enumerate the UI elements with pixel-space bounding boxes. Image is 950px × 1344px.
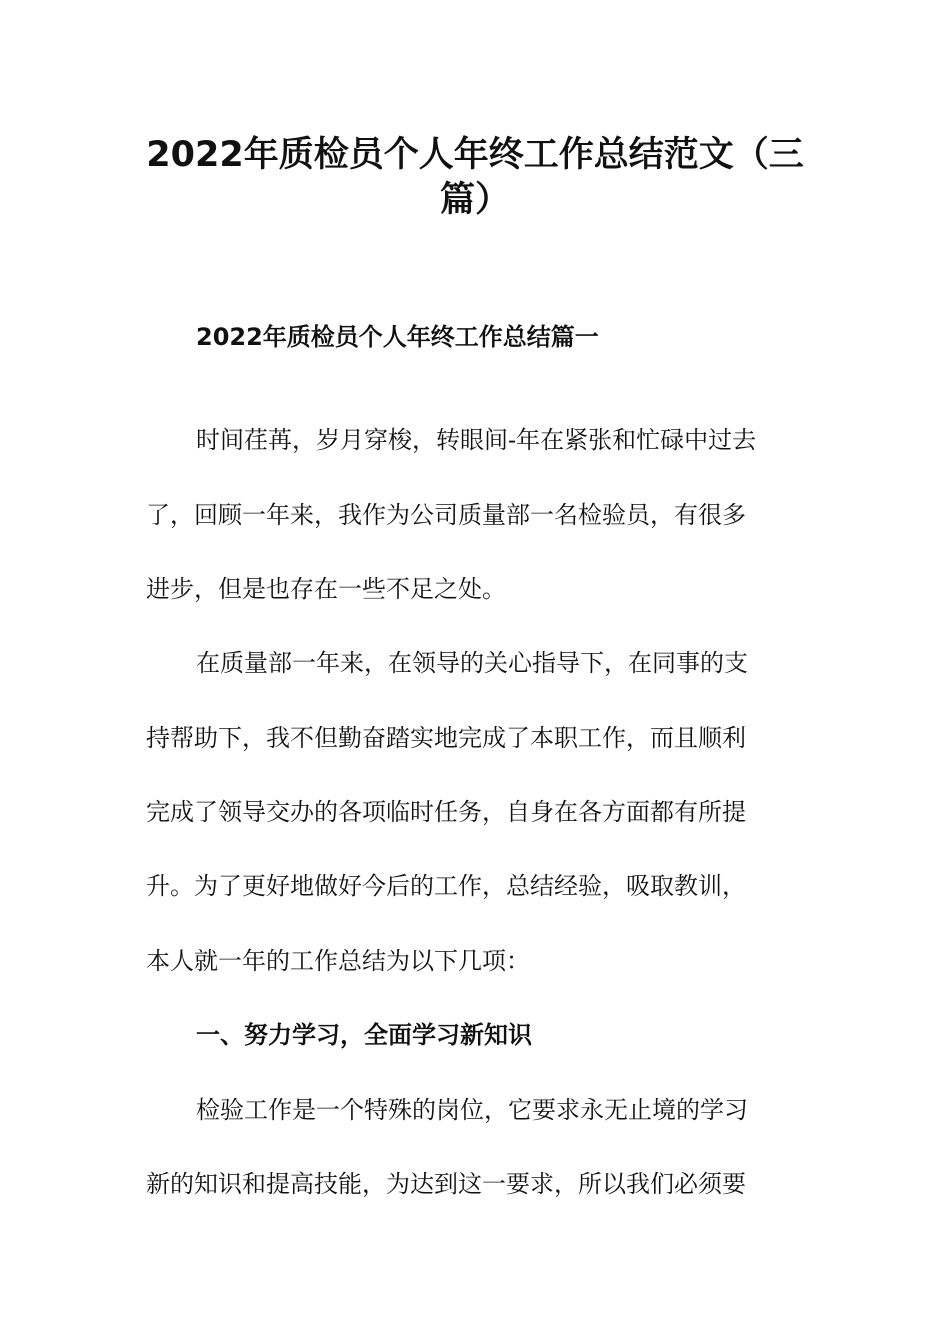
paragraph-1-line-3: 进步，但是也存在一些不足之处。 (146, 575, 506, 603)
paragraph-3-line-2: 新的知识和提高技能，为达到这一要求，所以我们必须要 (146, 1170, 746, 1198)
paragraph-2-line-2: 持帮助下，我不但勤奋踏实地完成了本职工作，而且顺利 (146, 724, 746, 752)
paragraph-3-line-1: 检验工作是一个特殊的岗位，它要求永无止境的学习 (196, 1096, 748, 1124)
subheading-1: 一、努力学习，全面学习新知识 (196, 1021, 532, 1049)
paragraph-1-line-1: 时间荏苒，岁月穿梭，转眼间-年在紧张和忙碌中过去 (196, 426, 757, 454)
paragraph-2-line-3: 完成了领导交办的各项临时任务，自身在各方面都有所提 (146, 798, 746, 826)
paragraph-2-line-1: 在质量部一年来，在领导的关心指导下，在同事的支 (196, 649, 748, 677)
document-title-line-2: 篇） (439, 180, 510, 220)
document-title-line-1: 2022年质检员个人年终工作总结范文（三 (146, 135, 804, 175)
section-heading: 2022年质检员个人年终工作总结篇一 (196, 323, 599, 351)
paragraph-2-line-4: 升。为了更好地做好今后的工作，总结经验，吸取教训， (146, 872, 746, 900)
paragraph-2-line-5: 本人就一年的工作总结为以下几项： (146, 947, 530, 975)
paragraph-1-line-2: 了，回顾一年来，我作为公司质量部一名检验员，有很多 (146, 501, 746, 529)
